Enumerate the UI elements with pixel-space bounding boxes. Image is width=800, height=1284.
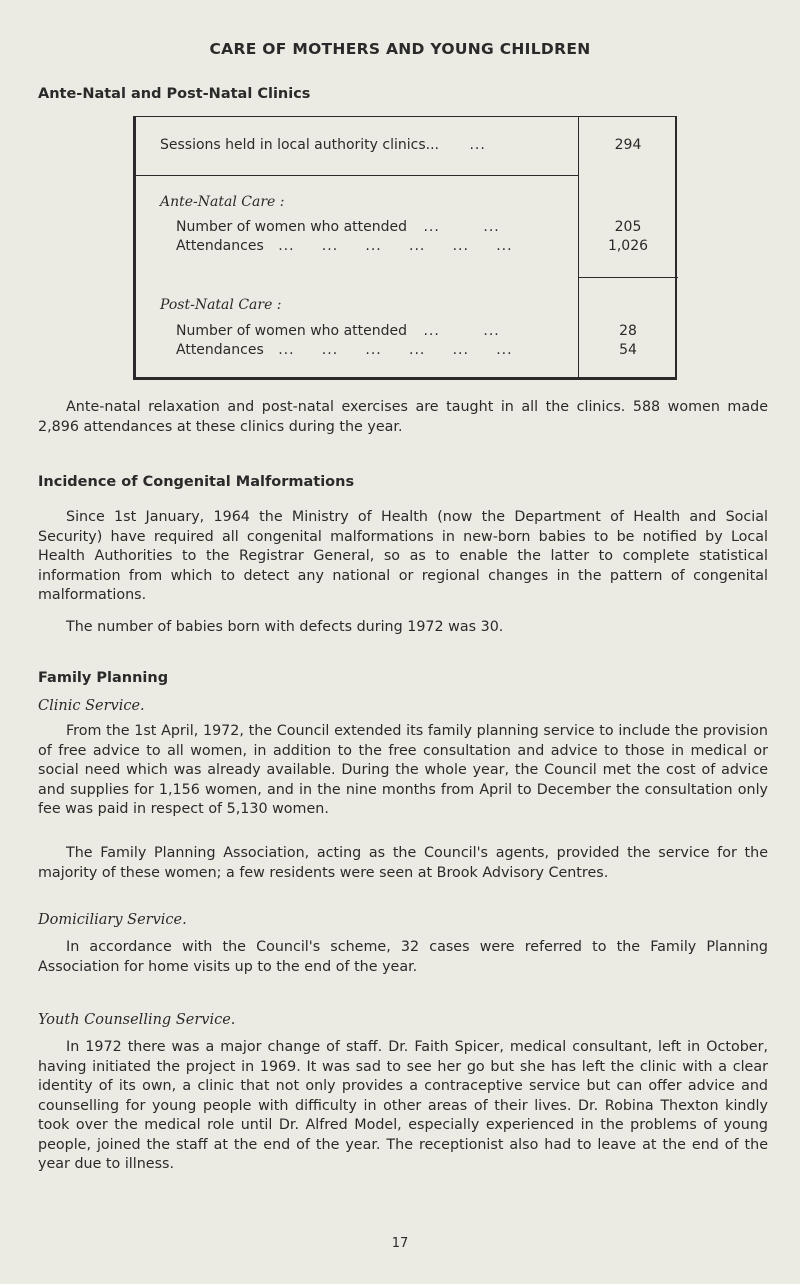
youth-counselling-paragraph: In 1972 there was a major change of staff. Dr. Faith Spicer, medical consultant, left in October, having initiated the project in 1969. It was sad to see her go but she has left the clinic with a clear identity of its own, a clinic that not only provides a contraceptive service but can offer advice and counselling for young people with difficulty in other areas of their lives. Dr. Robina Thexton kindly took over the medical role until Dr. Alfred Model, especially experienced in the problems of young people, joined the staff at the end of the year. The receptionist also had to leave at the end of the year due to illness. [38,1039,768,1172]
table-row-ante-women [176,219,500,235]
page-title: CARE OF MOTHERS AND YOUNG CHILDREN [209,40,591,58]
post-attendances-label: Attendances [176,342,264,358]
post-women-value: 28 [619,323,637,339]
ante-attendances-leader: ... ... ... ... ... ... [278,238,513,254]
table-row-post-attendances [176,342,513,358]
post-women-leader: ... ... [423,323,500,339]
clinic-service-paragraph-2: The Family Planning Association, acting as the Council's agents, provided the service for the majority of these women; a few residents were seen at Brook Advisory Centres. [38,845,768,881]
clinic-service-heading: Clinic Service. [38,698,145,714]
table-row-sessions [160,137,486,153]
ante-women-value: 205 [614,219,642,235]
ante-women-label: Number of women who attended [176,219,407,235]
clinic-service-paragraph-1: From the 1st April, 1972, the Council extended its family planning service to include the provision of free advice to all women, in addition to the free consultation and advice to those in medical or social need which was already available. During the whole year, the Council met the cost of advice and supplies for 1,156 women, and in the nine months from April to December the consultation only fee was paid in respect of 5,130 women. [38,723,768,817]
sessions-value: 294 [614,137,642,153]
table-row-divider [578,277,678,278]
sessions-leader: ... [469,137,486,153]
page-number: 17 [391,1236,409,1251]
youth-counselling-heading: Youth Counselling Service. [38,1012,236,1028]
domiciliary-service-heading: Domiciliary Service. [38,912,187,928]
ante-natal-caption: Ante-Natal Care : [160,194,285,210]
clinics-paragraph: Ante-natal relaxation and post-natal exercises are taught in all the clinics. 588 women made 2,896 attendances at these clinics during the year. [38,399,768,435]
post-attendances-leader: ... ... ... ... ... ... [278,342,513,358]
congenital-paragraph-2: The number of babies born with defects during 1972 was 30. [66,619,504,635]
clinics-heading: Ante-Natal and Post-Natal Clinics [38,86,311,102]
clinics-table [133,116,677,380]
table-row-post-women [176,323,500,339]
congenital-heading: Incidence of Congenital Malformations [38,474,355,490]
congenital-paragraph-1: Since 1st January, 1964 the Ministry of Health (now the Department of Health and Social Security) have required all congenital malformations in new-born babies to be notified by Local Health Authorities to the Registrar General, so as to enable the latter to complete statistical information from which to detect any national or regional changes in the pattern of congenital malformations. [38,509,768,603]
ante-attendances-label: Attendances [176,238,264,254]
post-natal-caption: Post-Natal Care : [160,297,282,313]
ante-attendances-value: 1,026 [607,238,649,254]
sessions-label: Sessions held in local authority clinics... [160,137,439,153]
family-planning-heading: Family Planning [38,670,169,686]
post-women-label: Number of women who attended [176,323,407,339]
post-attendances-value: 54 [619,342,637,358]
table-row-ante-attendances [176,238,513,254]
ante-women-leader: ... ... [423,219,500,235]
domiciliary-service-paragraph: In accordance with the Council's scheme, 32 cases were referred to the Family Planning Association for home visits up to the end of the year. [38,939,768,975]
table-row-divider [136,175,578,176]
